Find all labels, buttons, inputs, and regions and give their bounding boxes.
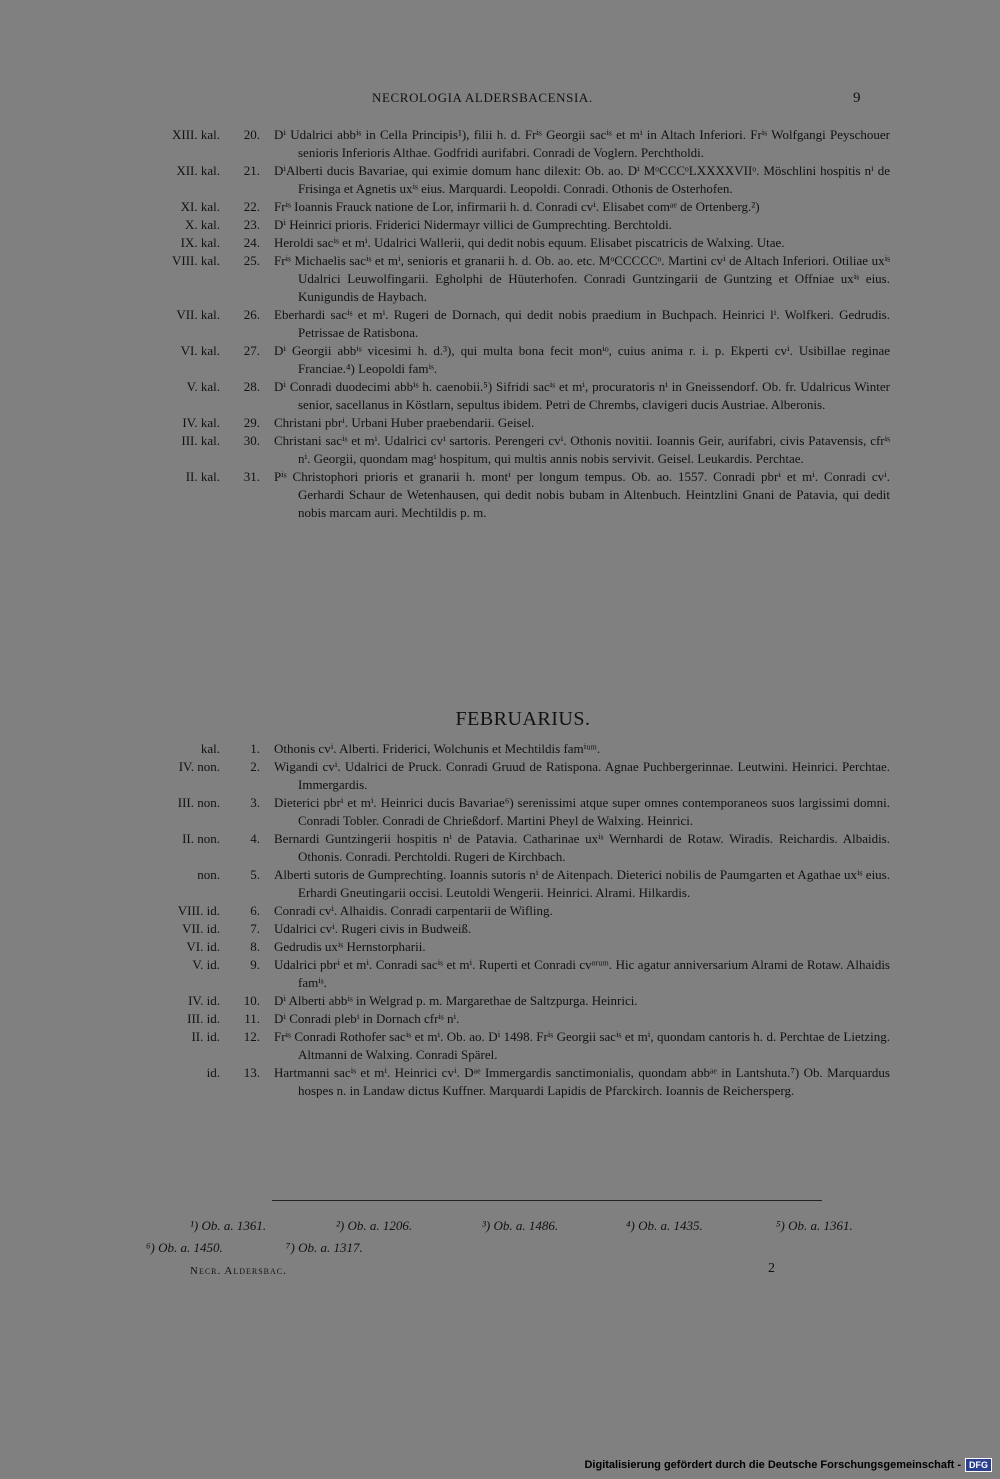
footnote-2: ²) Ob. a. 1206.	[336, 1218, 413, 1233]
entry-day-number: 8.	[250, 939, 260, 954]
footnote-rule	[272, 1200, 822, 1201]
entry-day-number: 26.	[243, 307, 260, 322]
necrology-entry	[0, 162, 1000, 198]
entry-day-number: 7.	[250, 921, 260, 936]
entry-day-number: 3.	[250, 795, 260, 810]
footnote-6: ⁶) Ob. a. 1450.	[146, 1240, 223, 1255]
necrology-entry	[0, 1010, 1000, 1028]
necrology-entry	[0, 866, 1000, 902]
entry-date: VI. kal.	[180, 343, 220, 358]
entry-date: V. kal.	[186, 379, 220, 394]
entry-day-number: 24.	[243, 235, 260, 250]
entry-date: non.	[197, 867, 220, 882]
entry-text: Wigandi cvⁱ. Udalrici de Pruck. Conradi Gruud de Ratispona. Agnae Puchbergerinnae. Leutwini. Heinrici. Perchtae. Immergardis.	[274, 759, 890, 792]
necrology-entry	[0, 938, 1000, 956]
funding-notice-text: Digitalisierung gefördert durch die Deutsche Forschungsgemeinschaft -	[584, 1459, 961, 1471]
entry-date: II. id.	[191, 1029, 220, 1044]
entry-day-number: 9.	[250, 957, 260, 972]
necrology-entry	[0, 830, 1000, 866]
entry-text: Dⁱ Conradi plebⁱ in Dornach cfrⁱˢ nⁱ.	[274, 1011, 460, 1026]
footnote-1: ¹) Ob. a. 1361.	[190, 1218, 267, 1233]
entry-text: Frⁱˢ Conradi Rothofer sacⁱˢ et mⁱ. Ob. ao. Dⁱ 1498. Frⁱˢ Georgii sacⁱˢ et mⁱ, quondam cantoris h. d. Perchtae de Lietzing. Altmanni de Walxing. Conradi Spärel.	[274, 1029, 890, 1062]
entry-text: Frⁱˢ Michaelis sacⁱˢ et mⁱ, senioris et granarii h. d. Ob. ao. etc. MᵒCCCCCᵒ. Martini cvⁱ de Altach Inferiori. Otiliae uxⁱˢ Udalrici Leuwolfingarii. Egholphi de Hüuterhofen. Conradi Guntzingarii de Guntzing et Offniae uxⁱˢ eius. Kunigundis de Haybach.	[274, 253, 890, 304]
necrology-entry	[0, 992, 1000, 1010]
entry-text: Christani sacⁱˢ et mⁱ. Udalrici cvⁱ sartoris. Perengeri cvⁱ. Othonis novitii. Ioannis Geir, aurifabri, civis Patavensis, cfrⁱˢ nⁱ. Georgii, quondam magⁱ hospitum, qui multis annis nobis servivit. Geisel. Leukardis. Perchtae.	[274, 433, 890, 466]
dfg-logo: DFG	[965, 1458, 992, 1472]
entry-date: XIII. kal.	[171, 127, 220, 142]
entry-day-number: 21.	[243, 163, 260, 178]
necrology-entry	[0, 432, 1000, 468]
entry-day-number: 23.	[243, 217, 260, 232]
entry-text: Dⁱ Alberti abbⁱˢ in Welgrad p. m. Margarethae de Saltzpurga. Heinrici.	[274, 993, 638, 1008]
entry-text: Gedrudis uxⁱˢ Hernstorpharii.	[274, 939, 426, 954]
entry-day-number: 5.	[250, 867, 260, 882]
necrology-entry	[0, 306, 1000, 342]
necrology-entry	[0, 234, 1000, 252]
entry-day-number: 31.	[243, 469, 260, 484]
sheet-number: 2	[768, 1261, 775, 1276]
entry-day-number: 12.	[243, 1029, 260, 1044]
entry-day-number: 13.	[243, 1065, 260, 1080]
necrology-entry	[0, 216, 1000, 234]
footnote-5: ⁵) Ob. a. 1361.	[776, 1218, 853, 1233]
entry-date: II. non.	[182, 831, 220, 846]
entry-date: VI. id.	[186, 939, 220, 954]
entry-date: VIII. kal.	[171, 253, 220, 268]
necrology-entry	[0, 378, 1000, 414]
month-heading: FEBRUARIUS.	[455, 708, 591, 730]
january-entries	[0, 126, 1000, 522]
entry-date: VII. id.	[182, 921, 220, 936]
entry-date: V. id.	[192, 957, 220, 972]
necrology-entry	[0, 342, 1000, 378]
running-title: NECROLOGIA ALDERSBACENSIA.	[372, 90, 593, 105]
entry-text: Pⁱˢ Christophori prioris et granarii h. montⁱ per longum tempus. Ob. ao. 1557. Conradi pbrⁱ et mⁱ. Conradi cvⁱ. Gerhardi Schaur de Wetenhausen, qui dedit nobis bubam in Altenbuch. Heintzlini Gnani de Patavia, qui dedit nobis marcam auri. Mechtildis p. m.	[274, 469, 890, 520]
footnote-4: ⁴) Ob. a. 1435.	[626, 1218, 703, 1233]
entry-text: Conradi cvⁱ. Alhaidis. Conradi carpentarii de Wifling.	[274, 903, 553, 918]
entry-day-number: 25.	[243, 253, 260, 268]
entry-date: II. kal.	[185, 469, 220, 484]
necrology-entry	[0, 198, 1000, 216]
necrology-entry	[0, 414, 1000, 432]
necrology-entry	[0, 794, 1000, 830]
entry-text: Bernardi Guntzingerii hospitis nⁱ de Patavia. Catharinae uxⁱˢ Wernhardi de Rotaw. Wiradis. Reichardis. Albaidis. Othonis. Conradi. Perchtoldi. Rugeri de Kirchbach.	[274, 831, 890, 864]
signature-mark: Necr. Aldersbac.	[190, 1265, 287, 1277]
necrology-entry	[0, 1064, 1000, 1100]
necrology-entry	[0, 468, 1000, 522]
entry-date: id.	[206, 1065, 220, 1080]
necrology-entry	[0, 1028, 1000, 1064]
entry-day-number: 30.	[243, 433, 260, 448]
footnote-7: ⁷) Ob. a. 1317.	[286, 1240, 363, 1255]
necrology-entry	[0, 920, 1000, 938]
entry-text: Heroldi sacⁱˢ et mⁱ. Udalrici Wallerii, qui dedit nobis equum. Elisabet piscatricis de Walxing. Utae.	[274, 235, 785, 250]
entry-text: Hartmanni sacⁱˢ et mⁱ. Heinrici cvⁱ. Dᵃᵉ Immergardis sanctimonialis, quondam abbᵃᵉ in Lantshuta.⁷) Ob. Marquardus hospes n. in Landaw dictus Kuffner. Marquardi Lapidis de Pfarckirch. Ioannis de Reichersperg.	[274, 1065, 890, 1098]
entry-date: IV. non.	[178, 759, 220, 774]
entry-date: III. kal.	[181, 433, 220, 448]
entry-date: XII. kal.	[176, 163, 220, 178]
entry-day-number: 22.	[243, 199, 260, 214]
entry-day-number: 2.	[250, 759, 260, 774]
entry-text: Udalrici pbrⁱ et mⁱ. Conradi sacⁱˢ et mⁱ. Ruperti et Conradi cvᵒʳᵘᵐ. Hic agatur anniversarium Alrami de Rotaw. Alhaidis famⁱˢ.	[274, 957, 890, 990]
entry-text: Udalrici cvⁱ. Rugeri civis in Budweiß.	[274, 921, 472, 936]
entry-date: X. kal.	[184, 217, 220, 232]
entry-date: XI. kal.	[180, 199, 220, 214]
necrology-entry	[0, 126, 1000, 162]
entry-day-number: 1.	[250, 741, 260, 756]
entry-date: IX. kal.	[180, 235, 220, 250]
entry-text: Alberti sutoris de Gumprechting. Ioannis sutoris nⁱ de Aitenpach. Dieterici nobilis de Paumgarten et Agathae uxⁱˢ eius. Erhardi Gneutingarii occisi. Leutoldi Wengerii. Heinrici. Alrami. Hilkardis.	[274, 867, 890, 900]
entry-text: Othonis cvⁱ. Alberti. Friderici, Wolchunis et Mechtildis famⁱᵘᵐ.	[274, 741, 601, 756]
entry-day-number: 4.	[250, 831, 260, 846]
necrology-entry	[0, 740, 1000, 758]
entry-date: VIII. id.	[177, 903, 220, 918]
entry-day-number: 11.	[244, 1011, 260, 1026]
entry-date: VII. kal.	[176, 307, 220, 322]
entry-day-number: 20.	[243, 127, 260, 142]
necrology-entry	[0, 956, 1000, 992]
entry-day-number: 27.	[243, 343, 260, 358]
footnote-3: ³) Ob. a. 1486.	[482, 1218, 559, 1233]
entry-day-number: 29.	[243, 415, 260, 430]
entry-text: Dⁱ Heinrici prioris. Friderici Nidermayr villici de Gumprechting. Berchtoldi.	[274, 217, 672, 232]
entry-date: IV. kal.	[182, 415, 220, 430]
entry-date: III. non.	[177, 795, 220, 810]
entry-text: Christani pbrⁱ. Urbani Huber praebendarii. Geisel.	[274, 415, 535, 430]
page-header	[0, 90, 1000, 110]
entry-date: III. id.	[187, 1011, 220, 1026]
entry-text: Dⁱ Udalrici abbⁱˢ in Cella Principis¹), filii h. d. Frⁱˢ Georgii sacⁱˢ et mⁱ in Altach Inferiori. Frⁱˢ Wolfgangi Peyschouer senioris Inferioris Althae. Godfridi aurifabri. Conradi de Voglern. Perchtholdi.	[274, 127, 890, 160]
entry-text: Dⁱ Conradi duodecimi abbⁱˢ h. caenobii.⁵) Sifridi sacⁱˢ et mⁱ, procuratoris nⁱ in Gneissendorf. Ob. fr. Udalricus Winter senior, sacellanus in Köstlarn, sepultus ibidem. Petri de Chrembs, clavigeri ducis Austriae. Alberonis.	[274, 379, 890, 412]
entry-date: IV. id.	[188, 993, 220, 1008]
entry-date: kal.	[200, 741, 220, 756]
necrology-entry	[0, 252, 1000, 306]
february-entries	[0, 740, 1000, 1100]
entry-text: Frⁱˢ Ioannis Frauck natione de Lor, infirmarii h. d. Conradi cvⁱ. Elisabet comᵃᵉ de Ortenberg.²)	[274, 199, 760, 214]
entry-text: Eberhardi sacⁱˢ et mⁱ. Rugeri de Dornach, qui dedit nobis praedium in Buchpach. Heinrici lⁱ. Wolfkeri. Gedrudis. Petrissae de Ratisbona.	[274, 307, 890, 340]
entry-text: Dⁱ Georgii abbⁱˢ vicesimi h. d.³), qui multa bona fecit monⁱᵒ, cuius anima r. i. p. Ekperti cvⁱ. Usibillae reginae Franciae.⁴) Leopoldi famⁱˢ.	[274, 343, 890, 376]
page-number: 9	[853, 90, 861, 106]
entry-day-number: 28.	[243, 379, 260, 394]
funding-notice	[584, 1457, 992, 1473]
necrology-entry	[0, 758, 1000, 794]
entry-day-number: 10.	[243, 993, 260, 1008]
necrology-entry	[0, 902, 1000, 920]
entry-day-number: 6.	[250, 903, 260, 918]
entry-text: DⁱAlberti ducis Bavariae, qui eximie domum hanc dilexit: Ob. ao. Dⁱ MᵒCCCᵒLXXXXVIIᵒ. Möschlini hospitis nⁱ de Frisinga et Agnetis uxⁱˢ eius. Marquardi. Leopoldi. Conradi. Othonis de Osterhofen.	[274, 163, 890, 196]
entry-text: Dieterici pbrⁱ et mⁱ. Heinrici ducis Bavariae⁶) serenissimi atque super omnes contemporaneos suos largissimi domni. Conradi Tobler. Conradi de Chrießdorf. Martini Pheyl de Walxing. Heinrici.	[274, 795, 890, 828]
